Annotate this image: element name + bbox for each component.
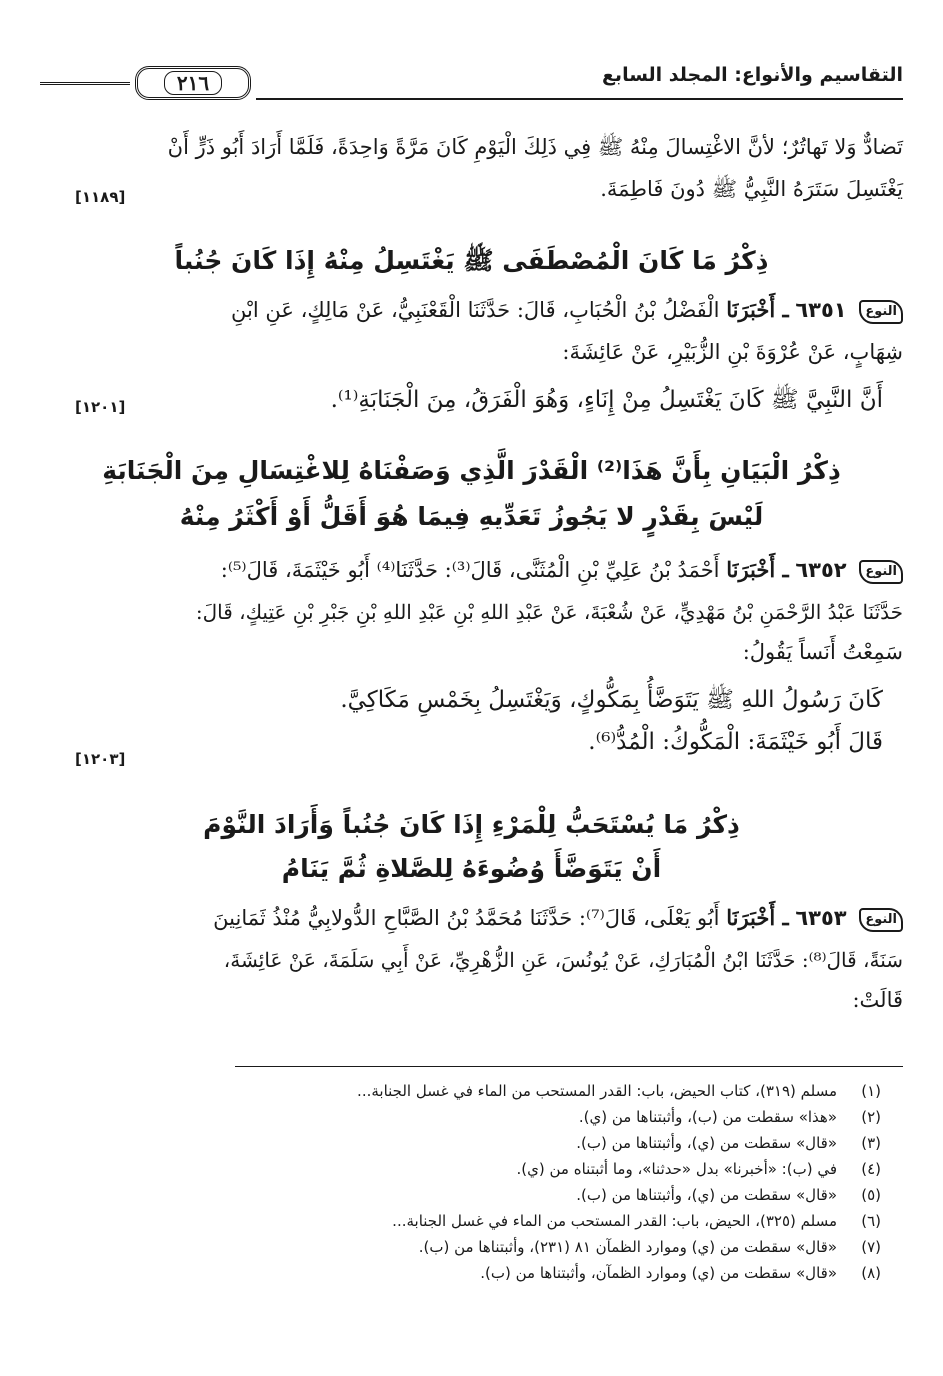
footnote-separator [235, 1066, 903, 1067]
footnote [181, 1078, 881, 1104]
footnote [181, 1234, 881, 1260]
hadith-number: ٦٣٥٢ [795, 558, 847, 582]
hadith-isnad-line [40, 550, 903, 590]
naw-badge: النوع [859, 908, 903, 932]
hadith-isnad-line: قَالَتْ: [852, 988, 903, 1012]
footnote [181, 1260, 881, 1286]
intro-line-1: تَضادٌّ وَلا تَهاتُرٌ؛ لأنَّ الاغْتِسالَ مِنْهُ ﷺ فِي ذَلِكَ الْيَوْمِ كَانَ مَرَّةً وَاحِدَةً، فَلَمَّا أَرَادَ أَبُو ذَرٍّ أَنْ [167, 135, 903, 159]
footnotes [181, 1078, 881, 1286]
footnote [181, 1104, 881, 1130]
footnote-text: «هذا» سقطت من (ب)، وأثبتناها من (ي). [578, 1108, 837, 1126]
footnote-text: «قال» سقطت من (ي) وموارد الظمآن ٨١ (٢٣١)، وأثبتناها من (ب). [418, 1238, 837, 1256]
hadith-matn: كَانَ رَسُولُ اللهِ ﷺ يَتَوَضَّأُ بِمَكُّوكٍ، وَيَغْتَسِلُ بِخَمْسِ مَكَاكِيَّ. [340, 687, 883, 713]
page-number-frame [135, 66, 251, 100]
naw-badge: النوع [859, 560, 903, 584]
page-header [40, 62, 903, 108]
naw-badge: النوع [859, 300, 903, 324]
hadith-isnad-line: سَمِعْتُ أَنَساً يَقُولُ: [742, 640, 903, 664]
akhbarana-label: ـ أَخْبَرَنَا [726, 905, 789, 930]
intro-line-2: يَغْتَسِلَ سَتَرَهُ النَّبِيُّ ﷺ دُونَ فَاطِمَةَ. [600, 177, 903, 201]
footnote-number: (٤) [861, 1160, 881, 1178]
hadith-isnad-line [40, 898, 903, 938]
reference-number: [١٢٠٣] [75, 750, 126, 768]
footnote-number: (٦) [861, 1212, 881, 1230]
hadith-isnad-line: سَنَةً، قَالَ⁽⁸⁾: حَدَّثَنَا ابْنُ الْمُبَارَكِ، عَنْ يُونُسَ، عَنِ الزُّهْرِيِّ، عَنْ أَبِي سَلَمَةَ، عَنْ عَائِشَةَ، [223, 948, 903, 972]
footnote-text: مسلم (٣٢٥)، الحيض، باب: القدر المستحب من الماء في غسل الجنابة... [392, 1212, 837, 1230]
footnote-text: «قال» سقطت من (ي) وموارد الظمآن، وأثبتناها من (ب). [480, 1264, 837, 1282]
hadith-isnad-line: حَدَّثَنَا عَبْدُ الرَّحْمَنِ بْنُ مَهْدِيٍّ، عَنْ شُعْبَةَ، عَنْ عَبْدِ اللهِ بْنِ عَبْدِ اللهِ بْنِ جَبْرِ بْنِ عَتِيكٍ، قَالَ: [195, 600, 903, 624]
isnad-text: أَحْمَدُ بْنُ عَلِيِّ بْنِ الْمُثَنَّى، قَالَ⁽³⁾: حَدَّثَنَا⁽⁴⁾ أَبُو خَيْثَمَةَ، قَالَ⁽⁵⁾: [220, 558, 720, 582]
footnote-text: مسلم (٣١٩)، كتاب الحيض، باب: القدر المستحب من الماء في غسل الجنابة... [357, 1082, 837, 1100]
reference-number: [١٢٠١] [75, 398, 126, 416]
section-heading: ذِكْرُ الْبَيَانِ بِأَنَّ هَذَا⁽²⁾ الْقَدْرَ الَّذِي وَصَفْنَاهُ لِلاغْتِسَالِ مِنَ الْجَنَابَةِ [102, 456, 841, 485]
hadith-isnad-line: شِهَابٍ، عَنْ عُرْوَةَ بْنِ الزُّبَيْرِ، عَنْ عَائِشَةَ: [562, 340, 903, 364]
footnote-number: (٨) [861, 1264, 881, 1282]
isnad-text: أَبُو يَعْلَى، قَالَ⁽⁷⁾: حَدَّثَنَا مُحَمَّدُ بْنُ الصَّبَّاحِ الدُّولابِيُّ مُنْذُ ثَمَانِينَ [213, 906, 720, 930]
header-rule [256, 98, 903, 100]
page-number: ٢١٦ [164, 71, 222, 95]
section-heading: أَنْ يَتَوَضَّأَ وُضُوءَهُ لِلصَّلاةِ ثُمَّ يَنَامُ [281, 854, 662, 883]
footnote-text: في (ب): «أخبرنا» بدل «حدثنا»، وما أثبتناه من (ي). [516, 1160, 837, 1178]
footnote [181, 1130, 881, 1156]
akhbarana-label: ـ أَخْبَرَنَا [726, 557, 789, 582]
isnad-text: الْفَضْلُ بْنُ الْحُبَابِ، قَالَ: حَدَّثَنَا الْقَعْنَبِيُّ، عَنْ مَالِكٍ، عَنِ ابْنِ [231, 298, 720, 322]
hadith-matn: أَنَّ النَّبِيَّ ﷺ كَانَ يَغْتَسِلُ مِنْ إِنَاءٍ، وَهُوَ الْفَرَقُ، مِنَ الْجَنَابَةِ⁽¹⁾. [330, 387, 883, 413]
hadith-number: ٦٣٥١ [795, 298, 847, 322]
akhbarana-label: ـ أَخْبَرَنَا [726, 297, 789, 322]
footnote-number: (٢) [861, 1108, 881, 1126]
footnote [181, 1182, 881, 1208]
footnote-number: (٧) [861, 1238, 881, 1256]
header-rule-left [40, 82, 130, 85]
running-title: التقاسيم والأنواع: المجلد السابع [601, 64, 903, 86]
section-heading: لَيْسَ بِقَدْرٍ لا يَجُوزُ تَعَدِّيهِ فِيمَا هُوَ أَقَلُّ أَوْ أَكْثَرُ مِنْهُ [179, 502, 764, 531]
hadith-isnad-line [40, 290, 903, 330]
reference-number: [١١٨٩] [75, 188, 126, 206]
footnote-text: «قال» سقطت من (ي)، وأثبتناها من (ب). [576, 1186, 837, 1204]
section-heading: ذِكْرُ مَا كَانَ الْمُصْطَفَى ﷺ يَغْتَسِلُ مِنْهُ إِذَا كَانَ جُنُباً [174, 246, 769, 275]
footnote-number: (٥) [861, 1186, 881, 1204]
hadith-number: ٦٣٥٣ [795, 906, 847, 930]
footnote [181, 1156, 881, 1182]
footnote-number: (٣) [861, 1134, 881, 1152]
hadith-matn: قَالَ أَبُو خَيْثَمَةَ: الْمَكُّوكُ: الْمُدُّ⁽⁶⁾. [588, 729, 883, 755]
footnote-number: (١) [861, 1082, 881, 1100]
footnote [181, 1208, 881, 1234]
section-heading: ذِكْرُ مَا يُسْتَحَبُّ لِلْمَرْءِ إِذَا كَانَ جُنُباً وَأَرَادَ النَّوْمَ [203, 810, 740, 839]
footnote-text: «قال» سقطت من (ي)، وأثبتناها من (ب). [576, 1134, 837, 1152]
